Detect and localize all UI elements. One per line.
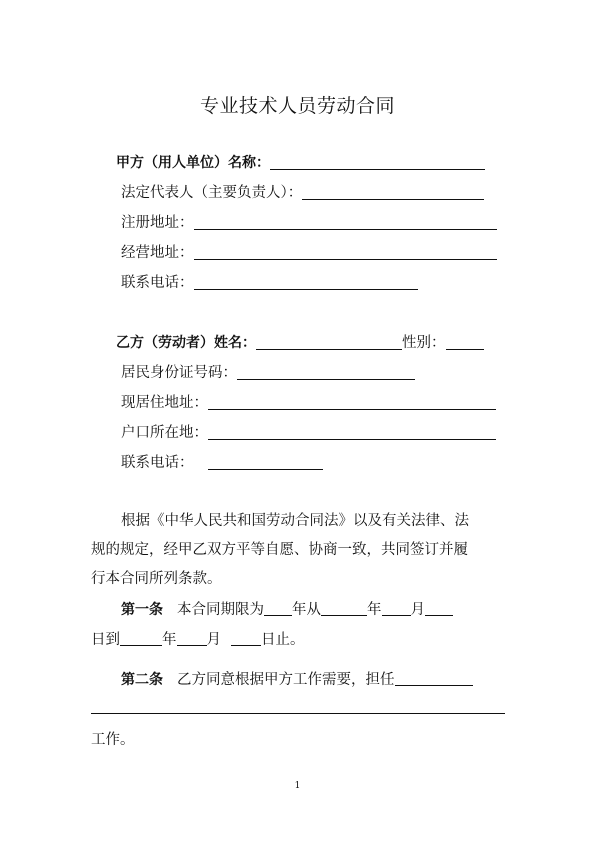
intro-line-1: 根据《中华人民共和国劳动合同法》以及有关法律、法 — [121, 513, 469, 529]
end-day-field[interactable] — [231, 631, 261, 646]
start-year-field[interactable] — [321, 601, 367, 616]
article-1-text-b: 年从 — [292, 602, 321, 618]
article-1-line-2 — [91, 626, 305, 654]
party-b-phone-field[interactable] — [208, 453, 323, 470]
article-1-text-c: 年 — [367, 602, 382, 618]
position-continuation-field[interactable] — [91, 713, 505, 714]
party-b-hukou-label: 户口所在地： — [121, 425, 208, 441]
article-2-line-1 — [121, 666, 473, 694]
party-b-id-field[interactable] — [237, 363, 415, 380]
page-number: 1 — [294, 781, 301, 791]
article-1-text-g: 月 — [206, 632, 221, 648]
party-a-biz-addr-field[interactable] — [194, 243, 497, 260]
party-b-gender-label: 性别： — [402, 335, 446, 351]
end-year-field[interactable] — [120, 631, 162, 646]
position-field[interactable] — [395, 671, 473, 686]
article-1-text-e: 日到 — [91, 632, 120, 648]
article-2-text-a: 乙方同意根据甲方工作需要，担任 — [177, 672, 395, 688]
party-a-name-label: 甲方（用人单位）名称： — [116, 155, 270, 171]
party-b-hukou-field[interactable] — [208, 423, 496, 440]
article-2-heading: 第二条 — [121, 672, 163, 688]
party-a-rep-field[interactable] — [302, 183, 484, 200]
party-a-phone-field[interactable] — [194, 273, 418, 290]
start-day-field[interactable] — [425, 601, 453, 616]
party-b-name-row — [116, 331, 484, 353]
party-a-name-field[interactable] — [270, 153, 485, 170]
party-b-phone-row — [121, 451, 323, 473]
party-b-addr-field[interactable] — [208, 393, 496, 410]
article-1-text-h: 日止。 — [261, 632, 305, 648]
document-title: 专业技术人员劳动合同 — [199, 95, 395, 117]
intro-line-2: 规的规定，经甲乙双方平等自愿、协商一致，共同签订并履 — [91, 542, 468, 558]
party-a-phone-row — [121, 271, 418, 293]
party-b-addr-row — [121, 391, 496, 413]
party-b-id-row — [121, 361, 415, 383]
party-a-reg-addr-label: 注册地址： — [121, 215, 194, 231]
party-b-name-label: 乙方（劳动者）姓名： — [116, 335, 256, 351]
party-a-biz-addr-label: 经营地址： — [121, 245, 194, 261]
intro-line-3: 行本合同所列条款。 — [91, 571, 222, 587]
party-a-reg-addr-row — [121, 211, 497, 233]
article-2-line-2: 工作。 — [91, 732, 135, 748]
party-a-biz-addr-row — [121, 241, 497, 263]
article-1-text-f: 年 — [162, 632, 177, 648]
party-a-name-row — [116, 151, 485, 173]
end-month-field[interactable] — [177, 631, 207, 646]
party-a-rep-row — [121, 181, 484, 203]
party-a-rep-label: 法定代表人（主要负责人）： — [121, 185, 303, 201]
start-month-field[interactable] — [382, 601, 411, 616]
party-b-gender-field[interactable] — [446, 333, 484, 350]
article-1-text-d: 月 — [410, 602, 425, 618]
party-b-id-label: 居民身份证号码： — [121, 365, 237, 381]
party-a-reg-addr-field[interactable] — [194, 213, 497, 230]
party-b-hukou-row — [121, 421, 496, 443]
article-1-heading: 第一条 — [121, 602, 163, 618]
party-a-phone-label: 联系电话： — [121, 275, 194, 291]
party-b-addr-label: 现居住地址： — [121, 395, 208, 411]
term-years-field[interactable] — [264, 601, 292, 616]
article-1-line-1 — [121, 596, 453, 624]
party-b-name-field[interactable] — [256, 333, 402, 350]
party-b-phone-label: 联系电话： — [121, 455, 194, 471]
article-1-text-a: 本合同期限为 — [177, 602, 264, 618]
